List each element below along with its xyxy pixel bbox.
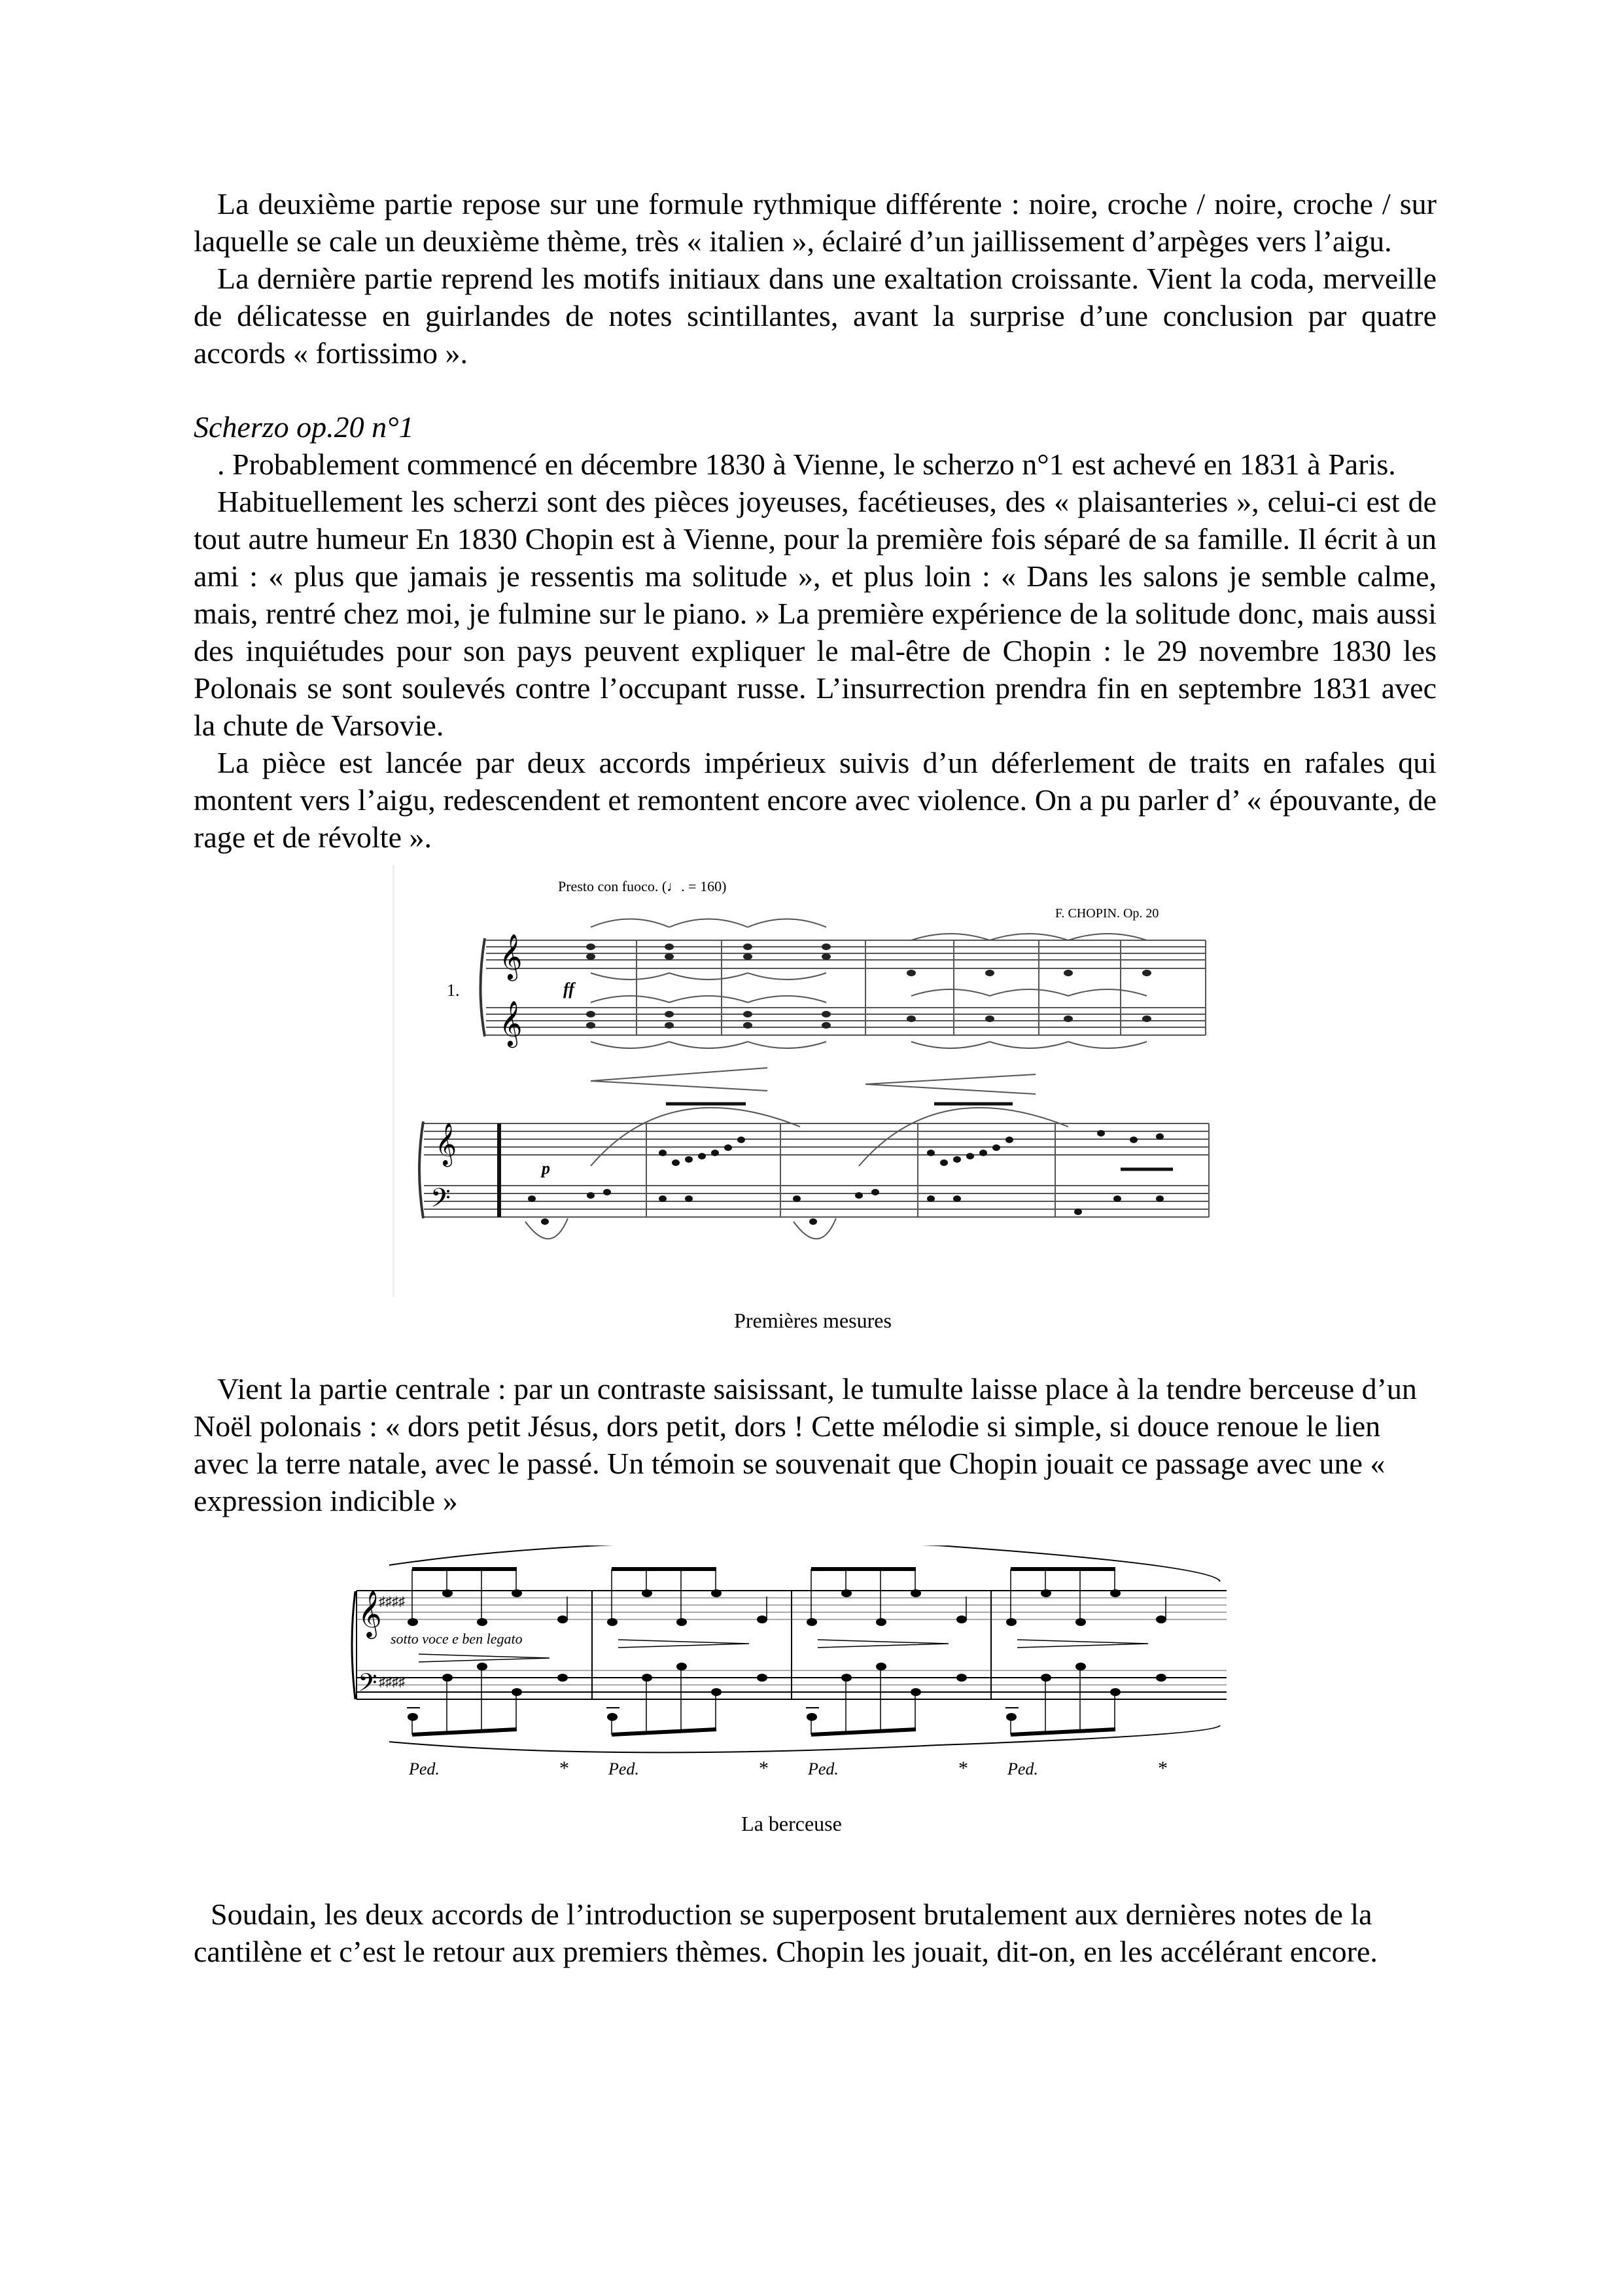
- note-head: [642, 1589, 652, 1597]
- pedal-release-mark: *: [958, 1757, 968, 1779]
- paragraph-return: [194, 1896, 1437, 1970]
- score-image-first-measures: [393, 865, 1235, 1297]
- note-head: [1006, 1713, 1017, 1721]
- note-head: [442, 1589, 453, 1597]
- note-head: [841, 1674, 852, 1682]
- dynamic-marking: p: [542, 1159, 550, 1178]
- paragraph-text: La dernière partie reprend les motifs initiaux dans une exaltation croissante. Vient la coda, merveille de délicatesse en guirlandes de notes scintillantes, avant la surprise d’une conclusion par quatre accords « fortissimo ».: [194, 262, 1437, 370]
- expression-marking: sotto voce e ben legato: [391, 1631, 523, 1647]
- score-drawing: [350, 1545, 1233, 1784]
- note-head: [1041, 1674, 1051, 1682]
- treble-clef-icon: 𝄞: [499, 1002, 523, 1045]
- return-text-block: [194, 1896, 1437, 1970]
- intro-text-block: [194, 185, 1437, 372]
- note-head: [557, 1674, 568, 1682]
- note-head: [1156, 1674, 1166, 1682]
- tempo-marking: Presto con fuoco. (♩. = 160): [558, 878, 727, 894]
- note-head: [408, 1713, 418, 1721]
- note-head: [607, 1618, 618, 1626]
- treble-clef-icon: 𝄞: [435, 1124, 457, 1165]
- paragraph-mood: [194, 483, 1437, 744]
- note-head: [876, 1663, 886, 1670]
- paragraph-text: La deuxième partie repose sur une formule rythmique différente : noire, croche / noire, croche / sur laquelle se cale un deuxième thème, très « italien », éclairé d’un jaillissement d’arpèges vers l’aigu.: [194, 187, 1437, 258]
- pedal-mark: Ped.: [808, 1759, 839, 1778]
- note-head: [512, 1688, 522, 1696]
- note-head: [1156, 1616, 1166, 1623]
- paragraph-text: La pièce est lancée par deux accords impérieux suivis d’un déferlement de traits en rafales qui montent vers l’aigu, redescendent et remontent encore avec violence. On a pu parler d’ « épouvante, de rage et de révolte ».: [194, 746, 1437, 854]
- note-head: [711, 1589, 722, 1597]
- note-head: [607, 1713, 618, 1721]
- beam: [612, 1729, 716, 1735]
- note-head: [757, 1616, 767, 1623]
- note-head: [442, 1674, 453, 1682]
- note-head: [876, 1618, 886, 1626]
- beam: [412, 1729, 517, 1735]
- bass-clef-icon: 𝄢: [358, 1669, 377, 1703]
- pedal-release-mark: *: [559, 1757, 569, 1779]
- document-page: [194, 0, 1437, 2049]
- beam: [811, 1567, 916, 1571]
- berceuse-measures: [407, 1567, 1168, 1779]
- dynamic-marking: ff: [563, 980, 574, 998]
- note-head: [408, 1618, 418, 1626]
- note-head: [512, 1589, 522, 1597]
- beam: [412, 1567, 517, 1571]
- pedal-mark: Ped.: [409, 1759, 440, 1778]
- paragraph-gap: [194, 1837, 1437, 1896]
- pedal-release-mark: *: [1158, 1757, 1168, 1779]
- key-signature-sharps: ♯♯♯♯: [379, 1675, 405, 1689]
- hairpin: [618, 1640, 749, 1648]
- paragraph-second-part: [194, 185, 1437, 260]
- beam: [1011, 1729, 1115, 1735]
- note-head: [642, 1674, 652, 1682]
- melody-notes: [528, 1130, 1164, 1225]
- paragraph-gap: [194, 372, 1437, 408]
- note-head: [1006, 1618, 1017, 1626]
- figure-caption-berceuse: La berceuse: [741, 1812, 842, 1835]
- note-head: [956, 1616, 967, 1623]
- beam: [1011, 1567, 1115, 1571]
- key-signature-sharps: ♯♯♯♯: [379, 1595, 405, 1609]
- note-head: [1075, 1663, 1086, 1670]
- note-head: [711, 1688, 722, 1696]
- paragraph-text: Habituellement les scherzi sont des pièces joyeuses, facétieuses, des « plaisanteries », celui-ci est de tout autre humeur En 1830 Chopin est à Vienne, pour la première fois séparé de sa famille. Il écrit à un ami : « plus que jamais je ressentis ma solitude », et plus loin : « Dans les salons je semble calme, mais, rentré chez moi, je fulmine sur le piano. » La première expérience de la solitude donc, mais aussi des inquiétudes pour son pays peuvent expliquer le mal-être de Chopin : le 29 novembre 1830 les Polonais se sont soulevés contre l’occupant russe. L’insurrection prendra fin en septembre 1831 avec la chute de Varsovie.: [194, 485, 1437, 742]
- score-image-berceuse: [350, 1545, 1233, 1784]
- note-head: [807, 1713, 817, 1721]
- note-head: [1041, 1589, 1051, 1597]
- note-head: [676, 1618, 687, 1626]
- hairpin: [818, 1640, 949, 1648]
- note-head: [477, 1663, 487, 1670]
- paragraph-text: Soudain, les deux accords de l’introduction se superposent brutalement aux dernières notes de la cantilène et c’est le retour aux premiers thèmes. Chopin les jouait, dit-on, en les accélérant encore.: [194, 1898, 1378, 1968]
- hairpin: [1017, 1640, 1148, 1648]
- chord-notes: [586, 944, 1151, 1029]
- scherzo-section: [194, 408, 1437, 856]
- bass-clef-icon: 𝄢: [430, 1184, 451, 1219]
- note-head: [807, 1618, 817, 1626]
- note-head: [557, 1616, 568, 1623]
- paragraph-last-part: [194, 260, 1437, 372]
- note-head: [911, 1589, 921, 1597]
- composer-credit: F. CHOPIN. Op. 20: [1055, 906, 1159, 921]
- note-head: [1075, 1618, 1086, 1626]
- note-head: [841, 1589, 852, 1597]
- treble-clef-icon: 𝄞: [499, 935, 523, 978]
- section-heading: Scherzo op.20 n°1: [194, 410, 414, 444]
- hairpin: [419, 1654, 550, 1662]
- note-head: [911, 1688, 921, 1696]
- central-part-text-block: [194, 1370, 1437, 1519]
- treble-clef-icon: 𝄞: [358, 1592, 382, 1636]
- piece-number: 1.: [447, 981, 460, 1000]
- paragraph-opening: [194, 744, 1437, 856]
- pedal-release-mark: *: [759, 1757, 769, 1779]
- paragraph-central-part: [194, 1370, 1437, 1519]
- paragraph-history: [194, 446, 1437, 483]
- note-head: [676, 1663, 687, 1670]
- beam: [811, 1729, 916, 1735]
- beam: [612, 1567, 716, 1571]
- note-head: [477, 1618, 487, 1626]
- paragraph-text: Vient la partie centrale : par un contraste saisissant, le tumulte laisse place à la tendre berceuse d’un Noël polonais : « dors petit Jésus, dors petit, dors ! Cette mélodie si simple, si douce renoue le lien avec la terre natale, avec le passé. Un témoin se souvenait que Chopin jouait ce passage avec une « expression indicible »: [194, 1372, 1417, 1517]
- figure-caption-first-measures: Premières mesures: [734, 1309, 892, 1332]
- paragraph-gap: [194, 1333, 1437, 1370]
- score-drawing: [394, 865, 1235, 1297]
- pedal-mark: Ped.: [608, 1759, 639, 1778]
- pedal-mark: Ped.: [1007, 1759, 1038, 1778]
- paragraph-text: . Probablement commencé en décembre 1830 à Vienne, le scherzo n°1 est achevé en 1831 à Paris.: [217, 448, 1396, 481]
- note-head: [956, 1674, 967, 1682]
- note-head: [1110, 1589, 1121, 1597]
- note-head: [1110, 1688, 1121, 1696]
- note-head: [757, 1674, 767, 1682]
